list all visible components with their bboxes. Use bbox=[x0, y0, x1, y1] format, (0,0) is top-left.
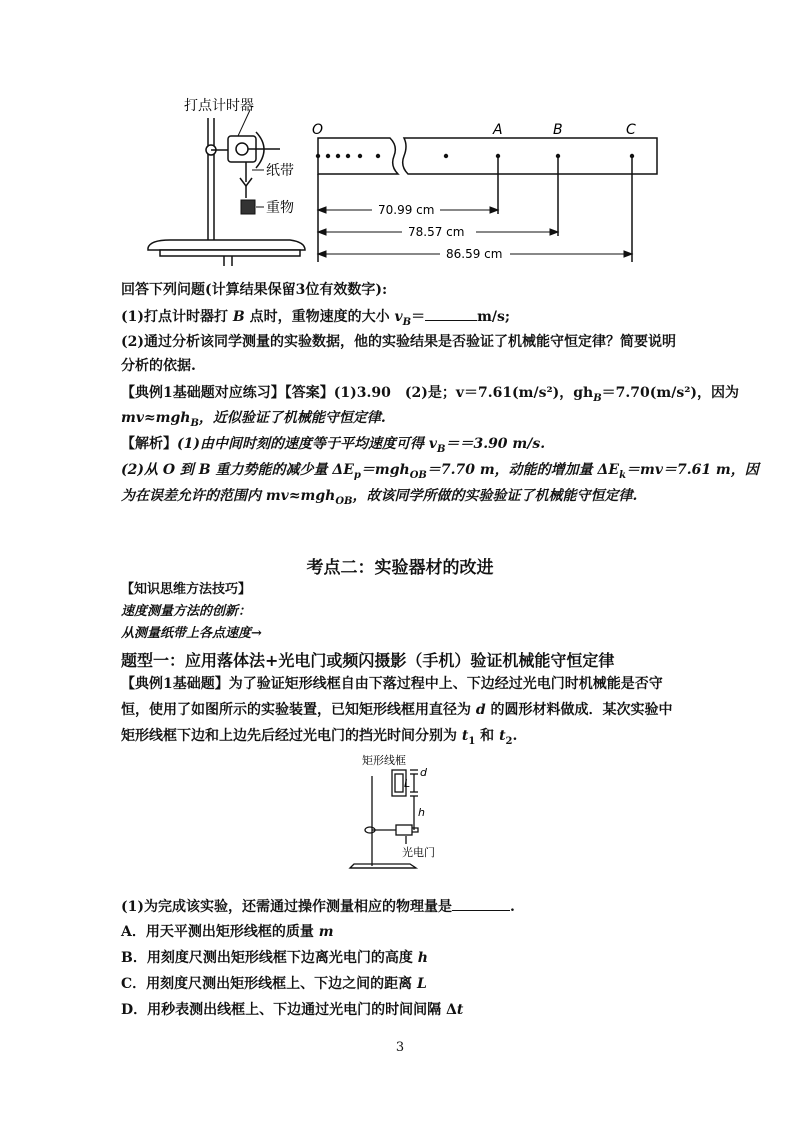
answer-line1 bbox=[121, 383, 739, 409]
stand-apparatus bbox=[148, 118, 305, 266]
frame-label: 矩形线框 bbox=[362, 754, 406, 767]
analysis-l3b: OB bbox=[335, 495, 353, 507]
analysis-l2d: OB bbox=[409, 469, 427, 481]
analysis-line1-text: (1)由中间时刻的速度等于平均速度可得 v bbox=[177, 436, 437, 452]
ex-t1sub: 1 bbox=[468, 735, 476, 747]
question-2-line1: (2)通过分析该同学测量的实验数据，他的实验结果是否验证了机械能守恒定律？简要说明 bbox=[121, 334, 676, 350]
option-b-label: B．用刻度尺测出矩形线框下边离光电门的高度 bbox=[121, 950, 418, 966]
analysis-l2e: ＝7.70 m，动能的增加量 ΔE bbox=[426, 462, 620, 478]
ex-t2sub: 2 bbox=[505, 735, 513, 747]
knowledge-line2: 从测量纸带上各点速度→ bbox=[121, 626, 262, 641]
answer-line2-text: mv≈mgh bbox=[121, 410, 191, 426]
knowledge-tag: 【知识思维方法技巧】 bbox=[121, 582, 252, 597]
option-c bbox=[121, 974, 427, 994]
gate-label: 光电门 bbox=[402, 846, 435, 859]
question-2-line2: 分析的依据. bbox=[121, 358, 196, 374]
q1-prefix: (1)打点计时器打 bbox=[121, 309, 233, 325]
question-intro: 回答下列问题(计算结果保留3位有效数字): bbox=[121, 282, 388, 298]
example-line1-text: 为了验证矩形线框自由下落过程中上、下边经过光电门时机械能是否守 bbox=[228, 676, 663, 692]
figure-tape-apparatus bbox=[140, 90, 660, 270]
q1-point: B bbox=[232, 309, 245, 325]
distance-OB: 78.57 cm bbox=[408, 225, 465, 239]
analysis-tag: 【解析】 bbox=[121, 436, 177, 452]
q1-unit: m/s; bbox=[477, 309, 511, 325]
example-line2 bbox=[121, 700, 673, 720]
label-d: d bbox=[420, 766, 427, 779]
ex-t2: t bbox=[499, 728, 506, 744]
ex-l2b: 的圆形材料做成．某次实验中 bbox=[485, 702, 673, 718]
option-a bbox=[121, 922, 334, 942]
figure-photogate bbox=[340, 752, 460, 882]
analysis-line1-end: ＝＝3.90 m/s. bbox=[445, 436, 546, 452]
example-tag: 【典例1基础题】 bbox=[121, 676, 229, 692]
timer-label: 打点计时器 bbox=[184, 98, 254, 114]
q1-var: v bbox=[394, 309, 403, 325]
question-1 bbox=[121, 306, 510, 333]
analysis-l2a: (2)从 O 到 B 重力势能的减少量 ΔE bbox=[121, 462, 354, 478]
label-L: L bbox=[404, 777, 411, 790]
option-c-var: L bbox=[417, 976, 427, 992]
option-d-label: D．用秒表测出线框上、下边通过光电门的时间间隔 Δ bbox=[121, 1002, 457, 1018]
option-a-label: A．用天平测出矩形线框的质量 bbox=[121, 924, 319, 940]
ex-l2a: 恒，使用了如图所示的实验装置，已知矩形线框用直径为 bbox=[121, 702, 476, 718]
q3-end: . bbox=[510, 899, 515, 915]
analysis-line3 bbox=[121, 486, 637, 512]
type-title: 题型一：应用落体法+光电门或频闪摄影（手机）验证机械能守恒定律 bbox=[121, 651, 615, 670]
q3-text: (1)为完成该实验，还需通过操作测量相应的物理量是 bbox=[121, 899, 452, 915]
analysis-line2 bbox=[121, 460, 759, 486]
ex-t1: t bbox=[461, 728, 469, 744]
answer-line2 bbox=[121, 408, 386, 434]
point-B: B bbox=[553, 122, 563, 138]
option-d bbox=[121, 1000, 463, 1020]
option-a-var: m bbox=[318, 924, 334, 940]
ex-and: 和 bbox=[475, 728, 500, 744]
example-line1 bbox=[121, 674, 663, 694]
analysis-l2c: ＝mgh bbox=[360, 462, 410, 478]
answer-blank-1 bbox=[425, 306, 477, 321]
knowledge-line1: 速度测量方法的创新： bbox=[121, 604, 252, 619]
q1-sub: B bbox=[402, 316, 412, 328]
weight-label: 重物 bbox=[266, 200, 294, 216]
analysis-l2g: ＝mv＝7.61 m，因 bbox=[626, 462, 759, 478]
example-line3 bbox=[121, 726, 517, 752]
label-h: h bbox=[418, 806, 425, 819]
analysis-l2f: k bbox=[619, 469, 627, 481]
distance-OA: 70.99 cm bbox=[378, 203, 435, 217]
page-number: 3 bbox=[395, 1040, 405, 1055]
question-3 bbox=[121, 896, 515, 917]
ex-l3a: 矩形线框下边和上边先后经过光电门的挡光时间分别为 bbox=[121, 728, 462, 744]
analysis-l3c: ，故该同学所做的实验验证了机械能守恒定律. bbox=[352, 488, 638, 504]
analysis-line1-sub: B bbox=[437, 443, 446, 455]
analysis-line1 bbox=[121, 434, 545, 460]
weight-block bbox=[241, 200, 255, 214]
q1-eq: ＝ bbox=[411, 309, 426, 325]
option-d-var: t bbox=[456, 1002, 464, 1018]
answer-blank-2 bbox=[452, 896, 510, 911]
distance-OC: 86.59 cm bbox=[446, 247, 503, 261]
option-c-label: C．用刻度尺测出矩形线框上、下边之间的距离 bbox=[121, 976, 418, 992]
point-C: C bbox=[626, 122, 636, 138]
answer-sub1: B bbox=[593, 392, 602, 404]
answer-text1: (1)3.90 (2)是；v＝7.61(m/s²)，gh bbox=[333, 385, 594, 401]
ex-end: . bbox=[512, 728, 518, 744]
analysis-l3a: 为在误差允许的范围内 mv≈mgh bbox=[121, 488, 336, 504]
tape-label: 纸带 bbox=[266, 163, 294, 179]
point-A: A bbox=[493, 122, 503, 138]
point-O: O bbox=[312, 122, 324, 138]
paper-tape bbox=[318, 138, 657, 262]
photogate bbox=[396, 825, 412, 835]
option-b bbox=[121, 948, 428, 968]
answer-tag: 【典例1基础题对应练习】【答案】 bbox=[121, 385, 334, 401]
q1-mid: 点时，重物速度的大小 bbox=[244, 309, 395, 325]
section-title: 考点二：实验器材的改进 bbox=[306, 558, 494, 578]
ex-l2var: d bbox=[475, 702, 486, 718]
answer-line2-sub: B bbox=[190, 417, 199, 429]
option-b-var: h bbox=[417, 950, 428, 966]
answer-line2-end: ，近似验证了机械能守恒定律. bbox=[198, 410, 386, 426]
analysis-l2b: p bbox=[353, 469, 361, 481]
answer-text2: ＝7.70(m/s²)，因为 bbox=[601, 385, 739, 401]
